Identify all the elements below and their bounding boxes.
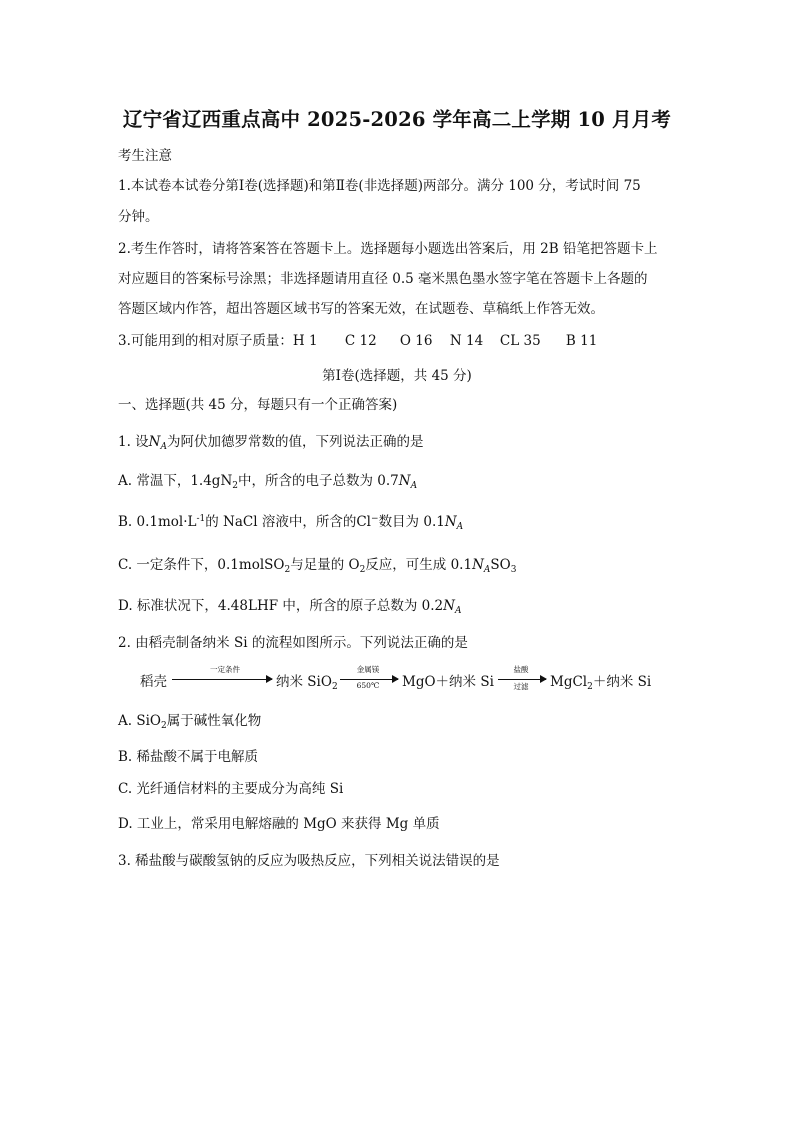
part-1-title: 第Ⅰ卷(选择题，共 45 分) bbox=[322, 368, 472, 384]
notice-item-2-line-2: 对应题目的答案标号涂黑；非选择题请用直径 0.5 毫米黑色墨水签字笔在答题卡上各题的 bbox=[118, 271, 648, 287]
notice-item-3 bbox=[118, 332, 597, 350]
question-1-stem: 1. 设$N_A$为阿伏加德罗常数的值，下列说法正确的是 bbox=[118, 434, 424, 452]
question-2-option-a: A. SiO$_2$属于碱性氧化物 bbox=[118, 713, 262, 731]
arrow-1-condition: 一定条件 bbox=[210, 665, 240, 674]
question-2-stem: 2. 由稻壳制备纳米 Si 的流程如图所示。下列说法正确的是 bbox=[118, 635, 468, 651]
question-1-option-c: C. 一定条件下，0.1molSO$_2$与足量的 $O_2$反应，可生成 $0.1N_ASO_3$ bbox=[118, 557, 517, 575]
section-1-heading: 一、选择题(共 45 分，每题只有一个正确答案) bbox=[118, 397, 398, 413]
arrow-1 bbox=[172, 679, 272, 680]
atomic-mass: H 1 bbox=[292, 333, 318, 349]
arrow-3-reagent: 盐酸 bbox=[513, 665, 529, 674]
arrow-2-temperature: 650℃ bbox=[356, 681, 380, 690]
notice-heading: 考生注意 bbox=[118, 148, 172, 164]
notice-item-2-line-1: 2.考生作答时，请将答案答在答题卡上。选择题每小题选出答案后，用 2B 铅笔把答题卡上 bbox=[118, 241, 658, 257]
question-2-option-d: D. 工业上，常采用电解熔融的 MgO 来获得 Mg 单质 bbox=[118, 816, 440, 832]
question-1-option-a: A. 常温下，$1.4gN_2$中，所含的电子总数为 $0.7N_A$ bbox=[118, 473, 418, 491]
arrow-2 bbox=[340, 679, 398, 680]
atomic-mass: O 16 bbox=[399, 333, 433, 349]
question-1-option-d: D. 标准状况下，4.48LHF 中，所含的原子总数为 $0.2N_A$ bbox=[118, 598, 462, 616]
flow-node-rice-husk: 稻壳 bbox=[140, 674, 167, 690]
question-2-option-c: C. 光纤通信材料的主要成分为高纯 Si bbox=[118, 781, 344, 797]
flow-node-mgcl2-si: MgCl$_2$＋纳米 Si bbox=[550, 674, 652, 692]
flow-node-mgo-si: MgO＋纳米 Si bbox=[402, 674, 494, 690]
atomic-mass: B 11 bbox=[565, 333, 598, 349]
notice-item-1-line-2: 分钟。 bbox=[118, 209, 159, 225]
flow-node-nano-sio2: 纳米 SiO$_2$ bbox=[276, 674, 338, 692]
atomic-mass: C 12 bbox=[344, 333, 377, 349]
atomic-mass: CL 35 bbox=[499, 333, 541, 349]
notice-item-1-line-1: 1.本试卷本试卷分第Ⅰ卷(选择题)和第Ⅱ卷(非选择题)两部分。满分 100 分，考试时间 75 bbox=[118, 178, 641, 194]
atomic-mass: N 14 bbox=[449, 333, 484, 349]
arrow-2-reagent: 金属镁 bbox=[356, 665, 380, 674]
question-1-option-b: B. $0.1mol\cdot L^{-1}$的 NaCl 溶液中，所含的Cl−数目为 $0.1N_A$ bbox=[118, 514, 464, 532]
arrow-3-step: 过滤 bbox=[513, 682, 529, 691]
notice-item-2-line-3: 答题区域内作答，超出答题区域书写的答案无效，在试题卷、草稿纸上作答无效。 bbox=[118, 301, 604, 317]
question-2-option-b: B. 稀盐酸不属于电解质 bbox=[118, 749, 259, 765]
exam-title: 辽宁省辽西重点高中 2025-2026 学年高二上学期 10 月月考 bbox=[122, 108, 672, 131]
question-3-stem: 3. 稀盐酸与碳酸氢钠的反应为吸热反应，下列相关说法错误的是 bbox=[118, 853, 500, 869]
item-3-prefix: 3.可能用到的相对原子质量： bbox=[118, 333, 293, 349]
arrow-3 bbox=[498, 679, 546, 680]
na-symbol: $N_A$ bbox=[148, 434, 167, 452]
